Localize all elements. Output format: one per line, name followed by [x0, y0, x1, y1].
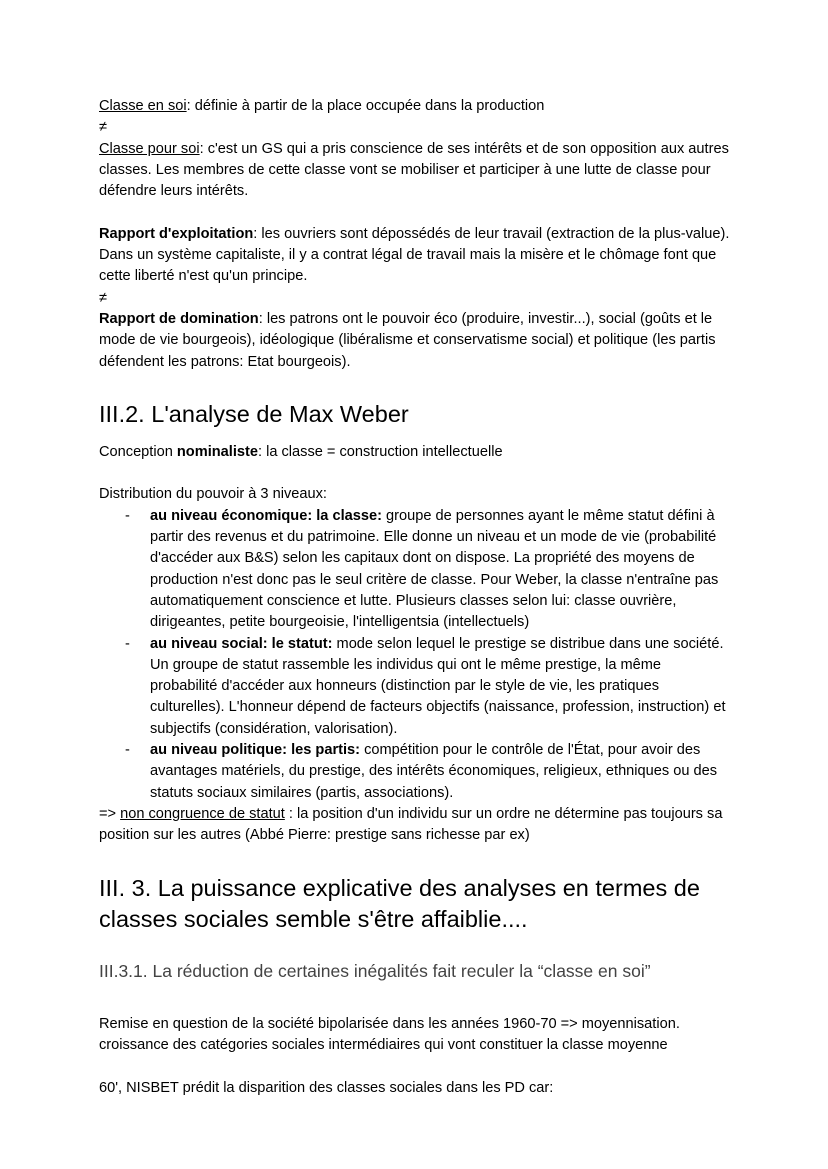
text-run: compétition pour le contrôle de l'État, pour avoir des avantages matériels, du prestige, des intérêts économiques, religieux, ethniques ou des statuts sociaux similaires (partis, associations).: [150, 742, 718, 801]
text-run: Rapport d'exploitation: [99, 225, 254, 242]
paragraph: [99, 96, 731, 117]
text-run: nominaliste: [176, 443, 258, 460]
heading-1: [99, 873, 731, 935]
text-run: ≠: [99, 289, 108, 306]
paragraph: [99, 484, 731, 505]
list-item-text: [150, 634, 731, 740]
list-item: [125, 506, 731, 634]
text-run: : les ouvriers sont dépossédés de leur travail (extraction de la plus-value). Dans un système capitaliste, il y a contrat légal de travail mais la misère et le chômage font que cette liberté n'est qu'un principe.: [99, 225, 730, 285]
text-run: Classe pour soi: [99, 140, 200, 157]
list-item-text: [150, 506, 731, 634]
blank-line: [99, 1056, 731, 1077]
blank-line: [99, 993, 731, 1014]
paragraph: [99, 139, 731, 203]
heading-1: [99, 399, 731, 430]
list-item: [125, 740, 731, 804]
text-run: III. 3. La puissance explicative des analyses en termes de classes sociales semble s'être affaiblie....: [99, 874, 700, 932]
blank-line: [99, 463, 731, 484]
text-run: : les patrons ont le pouvoir éco (produire, investir...), social (goûts et le mode de vie bourgeois), idéologique (libéralisme et conservatisme social) et politique (les partis défendent les patrons: Etat bourgeois).: [99, 310, 716, 370]
paragraph: [99, 804, 731, 847]
text-run: Conception: [99, 443, 177, 460]
list-item: [125, 634, 731, 740]
list-bullet: -: [125, 507, 130, 524]
text-run: =>: [99, 805, 121, 822]
text-run: : la position d'un individu sur un ordre ne détermine pas toujours sa position sur les autres (Abbé Pierre: prestige sans richesse par ex): [99, 805, 723, 844]
text-run: 60', NISBET prédit la disparition des classes sociales dans les PD car:: [99, 1079, 554, 1096]
text-run: Distribution du pouvoir à 3 niveaux:: [99, 486, 327, 503]
text-run: Remise en question de la société bipolarisée dans les années 1960-70 => moyennisation. croissance des catégories sociales intermédiaires qui vont constituer la classe moyenne: [99, 1015, 680, 1054]
heading-2: [99, 959, 731, 983]
text-run: non congruence de statut: [120, 805, 285, 822]
text-run: : c'est un GS qui a pris conscience de ses intérêts et de son opposition aux autres classes. Les membres de cette classe vont se mobiliser et participer à une lutte de classe pour défendre leurs intérêts.: [99, 140, 729, 200]
text-run: : définie à partir de la place occupée dans la production: [186, 98, 545, 114]
paragraph: [99, 288, 731, 309]
list-bullet: -: [125, 742, 130, 759]
text-run: ≠: [99, 119, 108, 136]
text-run: Classe en soi: [99, 98, 187, 114]
text-run: au niveau économique: la classe:: [150, 507, 382, 524]
list-item-text: [150, 740, 731, 804]
paragraph: [99, 442, 731, 463]
paragraph: [99, 309, 731, 373]
text-run: au niveau politique: les partis:: [150, 742, 361, 759]
text-run: au niveau social: le statut:: [150, 635, 333, 652]
paragraph: [99, 1078, 731, 1099]
text-run: mode selon lequel le prestige se distribue dans une société. Un groupe de statut rassemble les individus qui ont le même prestige, la même probabilité d'accéder aux honneurs (distinction par le style de vie, les pratiques culturelles). L'honneur dépend de facteurs objectifs (naissance, profession, instruction) et subjectifs (considération, valorisation).: [150, 635, 726, 737]
text-run: III.2. L'analyse de Max Weber: [99, 400, 409, 427]
paragraph: [99, 224, 731, 288]
paragraph: [99, 1014, 731, 1057]
blank-line: [99, 202, 731, 223]
paragraph: [99, 117, 731, 138]
list-bullet: -: [125, 635, 130, 652]
text-run: : la classe = construction intellectuelle: [257, 443, 503, 460]
document-body[interactable]: [99, 96, 731, 1099]
text-run: III.3.1. La réduction de certaines inégalités fait reculer la “classe en soi”: [99, 960, 651, 981]
text-run: Rapport de domination: [99, 310, 259, 327]
text-run: groupe de personnes ayant le même statut défini à partir des revenus et du patrimoine. Elle donne un niveau et un mode de vie (probabilité d'accéder aux B&S) selon les capitaux dont on dispose. La propriété des moyens de production n'est donc pas le seul critère de classe. Pour Weber, la classe n'entraîne pas automatiquement conscience et lutte. Plusieurs classes selon lui: classe ouvrière, dirigeantes, petite bourgeoisie, l'intelligentsia (intellectuels): [150, 507, 719, 631]
